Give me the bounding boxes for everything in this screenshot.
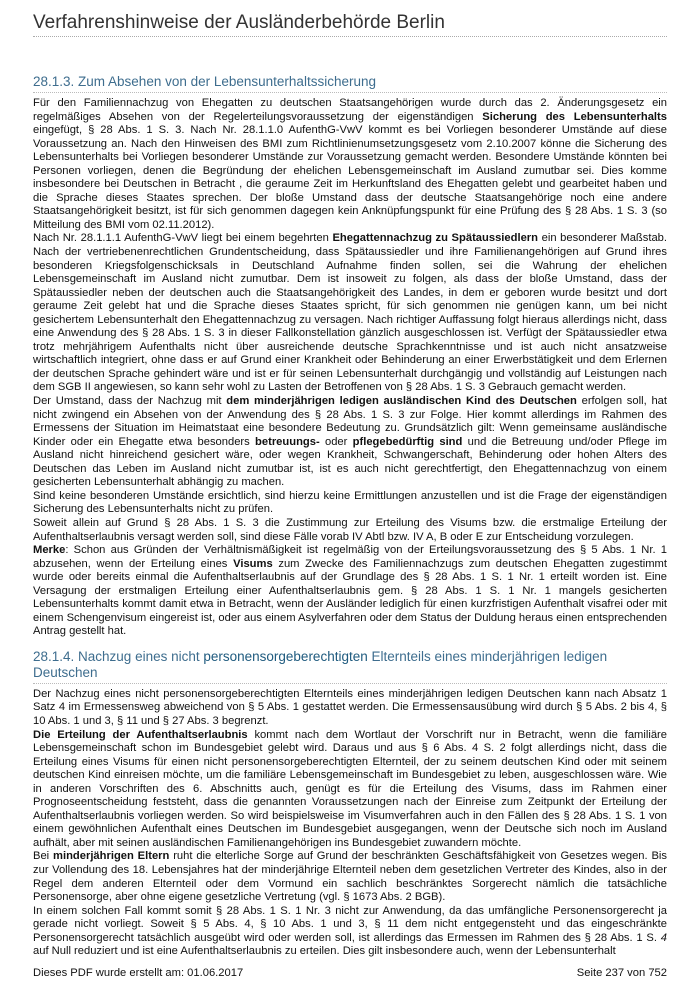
page-footer <box>33 967 667 979</box>
document-title: Verfahrenshinweise der Ausländerbehörde Berlin <box>33 12 445 33</box>
text-run: Der Umstand, dass der Nachzug mit <box>33 395 227 408</box>
page-content <box>33 74 667 959</box>
text-run: Soweit allein auf Grund § 28 Abs. 1 S. 3 die Zustimmung zur Erteilung des Visums bzw. die erstmalige Erteilung der Aufenthaltserlaubnis versagt werden soll, sind diese Fälle vorab IV Abtl bzw. IV A, B oder E zur Entscheidung vorzulegen. <box>33 516 667 543</box>
paragraph <box>33 905 667 959</box>
text-run: Für den Familiennachzug von Ehegatten zu deutschen Staatsangehörigen wurde durch das 2. Änderungsgesetz ein regelmäßiges Absehen von der Regelerteilungsvoraussetzung der eigenständigen <box>33 97 667 123</box>
text-run: zum Zwecke des Familiennachzugs zum deutschen Ehegatten zugestimmt wurde oder bereits einmal die Aufenthaltserlaubnis auf der Grundlage des § 28 Abs. 1 S. 1 Nr. 1 erteilt worden ist. Eine Versagung der erstmaligen Erteilung einer Aufenthaltserlaubnis gem. § 28 Abs. 1 S. 1 Nr. 1 mangels gesicherten Lebensunterhalts kommt damit etwa in Betracht, wenn der Ausländer lediglich für einen kurzfristigen Aufenthalt visafrei oder mit einem Schengenvisum eingereist ist, oder aus einem Asylverfahren oder dem Status der Duldung heraus einen entsprechenden Antrag gestellt hat. <box>33 557 667 638</box>
bold-text: pflegebedürftig sind <box>352 435 463 448</box>
paragraph <box>33 850 667 904</box>
paragraph <box>33 232 667 395</box>
text-run: kommt nach dem Wortlaut der Vorschrift nur in Betracht, wenn die familiäre Lebensgemeinschaft schon im Bundesgebiet gelebt wird. Daraus und aus § 6 Abs. 4 S. 2 folgt allerdings nicht, dass die Erteilung eines Visums für einen nicht personensorgeberechtigten Elternteil, der zu seinem deutschen Kind oder mit seinem deutschen Kind einreisen möchte, um die familiäre Lebensgemeinschaft im Bundesgebiet zu leben, ausgeschlossen wäre. Wie in anderen Vorschriften des 6. Abschnitts auch, genügt es für die Erteilung des Visums, dass im Rahmen einer Prognoseentscheidung feststeht, dass die genannten Voraussetzungen nach der Einreise zum Zeitpunkt der Erteilung der Aufenthaltserlaubnis vorliegen werden. So wird beispielsweise im Visumverfahren auch in den Fällen des § 28 Abs. 1 S. 1 von einem gewöhnlichen Aufenthalt eines Deutschen im Bundesgebiet ausgegangen, wenn der Deutsche sich noch im Ausland aufhält, aber mit seinen ausländischen Familienangehörigen ins Bundesgebiet zuwandern möchte. <box>33 728 667 849</box>
italic-text: 4 <box>660 931 667 944</box>
bold-text: minderjährigen Eltern <box>53 850 170 863</box>
section-body-28-1-4 <box>33 688 667 959</box>
text-run: erfolgen soll, hat nicht zwingend ein Absehen von der Anwendung des § 28 Abs. 1 S. 3 zur Folge. Hier kommt allerdings im Rahmen des Ermessens der Situation im Heimatstaat eine besondere Bedeutung zu. Grundsätzlich gilt: Wenn gemeinsame ausländische Kinder oder ein Ehegatte etwa besonders <box>33 395 667 448</box>
bold-text: betreuungs- <box>255 435 320 448</box>
paragraph <box>33 395 667 490</box>
footer-created-date: Dieses PDF wurde erstellt am: 01.06.2017 <box>33 967 244 979</box>
paragraph <box>33 490 667 517</box>
paragraph <box>33 688 667 729</box>
header-divider <box>33 36 667 37</box>
document-header <box>33 10 667 36</box>
paragraph <box>33 97 667 232</box>
heading-link[interactable]: personensorgeberechtigten <box>203 648 368 664</box>
text-run: ein besonderer Maßstab. Nach der vertriebenenrechtlichen Grundentscheidung, dass Spätaussiedler und ihre Familienangehörigen auf Grund ihres besonderen Kriegsfolgenschicksals in Deutschland Aufnahme finden sollen, sei die Wahrung der ehelichen Lebensgemeinschaft im Ausland nicht zumutbar. Dem ist insoweit zu folgen, als dass der bloße Umstand, dass der Spätaussiedler neben der deutschen auch die Staatsangehörigkeit des Landes, in dem er geboren wurde besitzt und dort geraume Zeit gelebt hat und die Sprache dieses Staates spricht, für sich genommen nie genügen kann, um bei nicht gesichertem Lebensunterhalt den Ehegattennachzug zu versagen. Nach richtiger Auffassung folgt hieraus allerdings nicht, dass eine Anwendung des § 28 Abs. 1 S. 3 in dieser Fallkonstellation gänzlich ausgeschlossen ist. Verfügt der Spätaussiedler etwa trotz mehrjährigem Aufenthalts nicht über ausreichende deutsche Sprachkenntnisse und ist auch nicht ansatzweise wirtschaftlich integriert, ohne dass er auf Grund einer Krankheit oder Behinderung an einer Erwerbstätigkeit und dem Erlernen der deutschen Sprache gehindert wäre und ist er für seinen Lebensunterhalt durchgängig und vollständig auf Leistungen nach dem SGB II angewiesen, so kann sehr wohl zu Lasten der Betroffenen von § 28 Abs. 1 S. 3 Gebrauch gemacht werden. <box>33 232 667 394</box>
text-run: Sind keine besonderen Umstände ersichtlich, sind hierzu keine Ermittlungen anzustellen und ist die Frage der eigenständigen Sicherung des Lebensunterhalts nicht zu prüfen. <box>33 489 667 516</box>
footer-page-number: Seite 237 von 752 <box>576 967 667 979</box>
bold-text: Die Erteilung der Aufenthaltserlaubnis <box>33 728 248 741</box>
bold-text: dem minderjährigen ledigen ausländischen Kind des Deutschen <box>226 395 577 408</box>
text-run: ruht die elterliche Sorge auf Grund der beschränkten Geschäftsfähigkeit von Gesetzes wegen. Bis zur Vollendung des 18. Lebensjahres hat der minderjährige Elternteil neben dem gesetzlichen Vertreter des Kindes, also in der Regel dem anderen Elternteil oder dem Vormund ein sachlich beschränktes Sorgerecht nämlich die tatsächliche Personensorge, aber ohne eigene gesetzliche Vertretung (vgl. § 1673 Abs. 2 BGB). <box>33 850 667 904</box>
text-run: auf Null reduziert und ist eine Aufenthaltserlaubnis zu erteilen. Dies gilt insbesondere auch, wenn der Lebensunterhalt <box>33 945 616 958</box>
bold-text: Ehegattennachzug zu Spätaussiedlern <box>332 232 538 245</box>
section-heading-28-1-4 <box>33 649 667 684</box>
bold-text: Merke <box>33 544 66 557</box>
section-heading-28-1-3: 28.1.3. Zum Absehen von der Lebensunterhaltssicherung <box>33 74 667 93</box>
text-run: : Schon aus Gründen der Verhältnismäßigkeit ist regelmäßig von der Erteilungsvoraussetzung des § 5 Abs. 1 Nr. 1 abzusehen, wenn der Erteilung eines <box>33 544 667 570</box>
text-run: eingefügt, § 28 Abs. 1 S. 3. Nach Nr. 28.1.1.0 AufenthG-VwV kommt es bei Vorliegen besonderer Umstände auf diese Voraussetzung an. Nach den Hinweisen des BMI zum Richtlinienumsetzungsgesetz vom 2.10.2007 könne die Sicherung des Lebensunterhalts bei Vorliegen besonderer Umstände zur Voraussetzung gemacht werden. Besondere Umstände könnten bei Personen vorliegen, denen die Begründung der ehelichen Lebensgemeinschaft im Ausland zumutbar sei. Dies komme insbesondere bei Deutschen in Betracht , die geraume Zeit im Herkunftsland des Ehegatten gelebt und gearbeitet haben und die Sprache dieses Staates sprechen. Der bloße Umstand dass der deutsche Staatsangehörige noch eine andere Staatsangehörigkeit besitzt, ist für sich genommen dagegen kein Anknüpfungspunkt für eine Prüfung des § 28 Abs. 1 S. 3 (so Mitteilung des BMI vom 02.11.2012). <box>33 124 667 231</box>
paragraph <box>33 729 667 851</box>
paragraph <box>33 517 667 544</box>
paragraph <box>33 544 667 639</box>
text-run: Der Nachzug eines nicht personensorgeberechtigten Elternteils eines minderjährigen ledigen Deutschen kann nach Absatz 1 Satz 4 im Ermessensweg abweichend von § 5 Abs. 1 gestattet werden. Die Ermessensausübung wird durch § 5 Abs. 2 bis 4, § 10 Abs. 1 und 3, § 11 und § 27 Abs. 3 begrenzt. <box>33 687 667 727</box>
bold-text: Sicherung des Lebensunterhalts <box>482 110 667 123</box>
text-run: oder <box>319 435 353 448</box>
text-run: In einem solchen Fall kommt somit § 28 Abs. 1 S. 1 Nr. 3 nicht zur Anwendung, da das umfängliche Personensorgerecht ja gerade nicht vorliegt. Soweit § 5 Abs. 4, § 10 Abs. 1 und 3, § 11 dem nicht entgegensteht und das eingeschränkte Personensorgerecht tatsächlich ausgeübt wird oder werden soll, ist allerdings das Ermessen im Rahmen des § 28 Abs. 1 S. <box>33 904 667 944</box>
text-run: Bei <box>33 850 54 863</box>
text-run: und die Betreuung und/oder Pflege im Ausland nicht hinreichend gesichert wäre, oder wegen Krankheit, Schwangerschaft, Behinderung oder hohen Alters des Deutschen das Leben im Ausland nicht zumutbar ist, ist es auch nicht gerechtfertigt, den Ehegattennachzug von einem gesicherten Lebensunterhalt abhängig zu machen. <box>33 435 667 489</box>
section-body-28-1-3 <box>33 97 667 639</box>
heading-suffix: Elternteils eines minderjährigen ledigen Deutschen <box>33 648 608 680</box>
bold-text: Visums <box>233 557 273 570</box>
text-run: Nach Nr. 28.1.1.1 AufenthG-VwV liegt bei einem begehrten <box>33 232 333 245</box>
heading-prefix: 28.1.4. Nachzug eines nicht <box>33 648 204 664</box>
